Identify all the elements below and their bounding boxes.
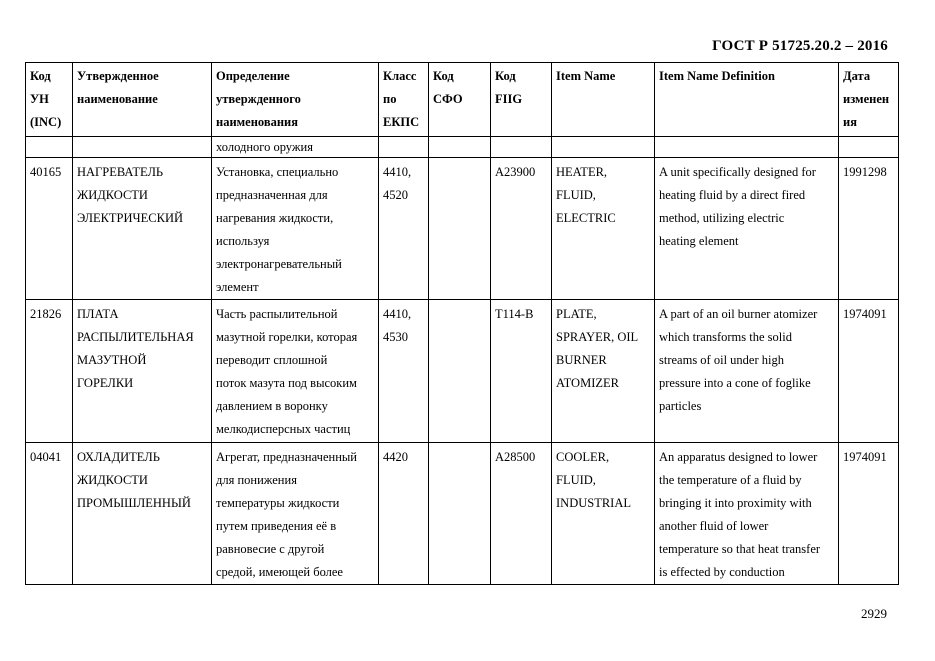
cell-inc-code <box>26 158 73 300</box>
header-approved-name <box>73 63 212 137</box>
cell-line: Код <box>495 69 516 83</box>
cell-line: Код <box>433 69 454 83</box>
cell-line: СФО <box>433 92 463 106</box>
cell-line: A28500 <box>495 450 536 464</box>
cell-line: равновесие с другой <box>216 542 325 556</box>
cell-item-name <box>552 300 655 443</box>
cell-line: РАСПЫЛИТЕЛЬНАЯ <box>77 330 194 344</box>
cell-line: SPRAYER, OIL <box>556 330 639 344</box>
cell-approved-name <box>73 300 212 443</box>
cell-line: МАЗУТНОЙ <box>77 353 147 367</box>
continuation-name-definition: холодного оружия <box>212 137 379 158</box>
cell-line: Код <box>30 69 51 83</box>
cell-line: particles <box>659 399 702 413</box>
cell-item-name <box>552 158 655 300</box>
cell-line: 4410, <box>383 307 412 321</box>
cell-line: 21826 <box>30 307 62 321</box>
cell-line: the temperature of a fluid by <box>659 473 802 487</box>
cell-sfo-code <box>429 443 491 585</box>
cell-line: Агрегат, предназначенный <box>216 450 357 464</box>
cell-sfo-code <box>429 300 491 443</box>
table-row <box>26 300 899 443</box>
cell-line: 1991298 <box>843 165 887 179</box>
header-fiig-code <box>491 63 552 137</box>
cell-line: изменен <box>843 92 890 106</box>
cell-line: наименования <box>216 115 299 129</box>
cell-line: INDUSTRIAL <box>556 496 631 510</box>
cell-line: HEATER, <box>556 165 608 179</box>
cell-line: A23900 <box>495 165 536 179</box>
header-item-name <box>552 63 655 137</box>
cell-line: ATOMIZER <box>556 376 619 390</box>
cell-line: по <box>383 92 397 106</box>
cell-item-name-definition <box>655 158 839 300</box>
cell-line: ПРОМЫШЛЕННЫЙ <box>77 496 191 510</box>
cell-line: Определение <box>216 69 290 83</box>
cell-item-name <box>552 443 655 585</box>
cell-line: which transforms the solid <box>659 330 792 344</box>
cell-line: FIIG <box>495 92 523 106</box>
cell-line: heating fluid by a direct fired <box>659 188 806 202</box>
cell-line: A unit specifically designed for <box>659 165 816 179</box>
cell-name-definition <box>212 443 379 585</box>
cell-line: давлением в воронку <box>216 399 328 413</box>
page-number: 2929 <box>861 606 887 621</box>
cell-line: ЖИДКОСТИ <box>77 473 148 487</box>
cell-line: BURNER <box>556 353 607 367</box>
cell-fiig-code <box>491 300 552 443</box>
continuation-eкps-class <box>379 137 429 158</box>
cell-line: средой, имеющей более <box>216 565 343 579</box>
header-item-name-definition <box>655 63 839 137</box>
cell-fiig-code <box>491 443 552 585</box>
header-inc-code <box>26 63 73 137</box>
cell-line: нагревания жидкости, <box>216 211 334 225</box>
cell-line: ЖИДКОСТИ <box>77 188 148 202</box>
cell-line: мелкодисперсных частиц <box>216 422 351 436</box>
cell-change-date <box>839 300 899 443</box>
continuation-fiig-code <box>491 137 552 158</box>
cell-line: An apparatus designed to lower <box>659 450 818 464</box>
cell-line: НАГРЕВАТЕЛЬ <box>77 165 164 179</box>
header-eкps-class <box>379 63 429 137</box>
cell-line: для понижения <box>216 473 297 487</box>
cell-line: ия <box>843 115 857 129</box>
header-change-date <box>839 63 899 137</box>
cell-line: наименование <box>77 92 158 106</box>
continuation-item-name-definition <box>655 137 839 158</box>
cell-line: Дата <box>843 69 871 83</box>
cell-approved-name <box>73 158 212 300</box>
cell-line: is effected by conduction <box>659 565 785 579</box>
cell-line: FLUID, <box>556 473 596 487</box>
cell-line: ELECTRIC <box>556 211 616 225</box>
cell-line: streams of oil under high <box>659 353 784 367</box>
cell-line: электронагревательный <box>216 257 342 271</box>
cell-sfo-code <box>429 158 491 300</box>
cell-line: ОХЛАДИТЕЛЬ <box>77 450 160 464</box>
cell-line: 40165 <box>30 165 62 179</box>
cell-line: heating element <box>659 234 739 248</box>
header-name-definition <box>212 63 379 137</box>
cell-line: ГОРЕЛКИ <box>77 376 134 390</box>
continuation-approved-name <box>73 137 212 158</box>
cell-line: another fluid of lower <box>659 519 769 533</box>
cell-line: bringing it into proximity with <box>659 496 812 510</box>
cell-item-name-definition <box>655 443 839 585</box>
cell-line: переводит сплошной <box>216 353 328 367</box>
cell-line: путем приведения её в <box>216 519 337 533</box>
cell-line: (INC) <box>30 115 62 129</box>
cell-line: используя <box>216 234 270 248</box>
cell-line: 1974091 <box>843 307 887 321</box>
cell-eкps-class <box>379 443 429 585</box>
cell-line: УН <box>30 92 49 106</box>
cell-line: COOLER, <box>556 450 610 464</box>
cell-item-name-definition <box>655 300 839 443</box>
cell-line: поток мазута под высоким <box>216 376 357 390</box>
header-sfo-code <box>429 63 491 137</box>
cell-line: элемент <box>216 280 259 294</box>
cell-line: 4520 <box>383 188 408 202</box>
cell-line: утвержденного <box>216 92 301 106</box>
cell-name-definition <box>212 158 379 300</box>
cell-name-definition <box>212 300 379 443</box>
continuation-change-date <box>839 137 899 158</box>
cell-line: мазутной горелки, которая <box>216 330 358 344</box>
cell-line: Item Name <box>556 69 616 83</box>
cell-line: FLUID, <box>556 188 596 202</box>
cell-line: ЕКПС <box>383 115 420 129</box>
item-name-table <box>25 62 899 585</box>
cell-change-date <box>839 443 899 585</box>
table-header-row <box>26 63 899 137</box>
cell-line: 1974091 <box>843 450 887 464</box>
cell-fiig-code <box>491 158 552 300</box>
continuation-inc-code <box>26 137 73 158</box>
document-title: ГОСТ Р 51725.20.2 – 2016 <box>712 38 888 54</box>
cell-line: PLATE, <box>556 307 597 321</box>
cell-line: 4530 <box>383 330 408 344</box>
cell-inc-code <box>26 443 73 585</box>
cell-line: A part of an oil burner atomizer <box>659 307 818 321</box>
cell-line: Класс <box>383 69 417 83</box>
cell-line: предназначенная для <box>216 188 328 202</box>
continuation-row <box>26 137 899 158</box>
cell-line: Утвержденное <box>77 69 159 83</box>
cell-line: Часть распылительной <box>216 307 338 321</box>
cell-line: ПЛАТА <box>77 307 119 321</box>
cell-line: pressure into a cone of foglike <box>659 376 811 390</box>
cell-line: Установка, специально <box>216 165 339 179</box>
cell-line: температуры жидкости <box>216 496 340 510</box>
cell-change-date <box>839 158 899 300</box>
continuation-sfo-code <box>429 137 491 158</box>
cell-inc-code <box>26 300 73 443</box>
cell-line: temperature so that heat transfer <box>659 542 821 556</box>
cell-line: 4420 <box>383 450 408 464</box>
cell-line: method, utilizing electric <box>659 211 785 225</box>
cell-eкps-class <box>379 158 429 300</box>
cell-eкps-class <box>379 300 429 443</box>
table-row <box>26 158 899 300</box>
cell-line: 04041 <box>30 450 62 464</box>
cell-approved-name <box>73 443 212 585</box>
cell-line: 4410, <box>383 165 412 179</box>
table-row <box>26 443 899 585</box>
cell-line: ЭЛЕКТРИЧЕСКИЙ <box>77 211 184 225</box>
continuation-item-name <box>552 137 655 158</box>
cell-line: Item Name Definition <box>659 69 775 83</box>
cell-line: T114-B <box>495 307 534 321</box>
